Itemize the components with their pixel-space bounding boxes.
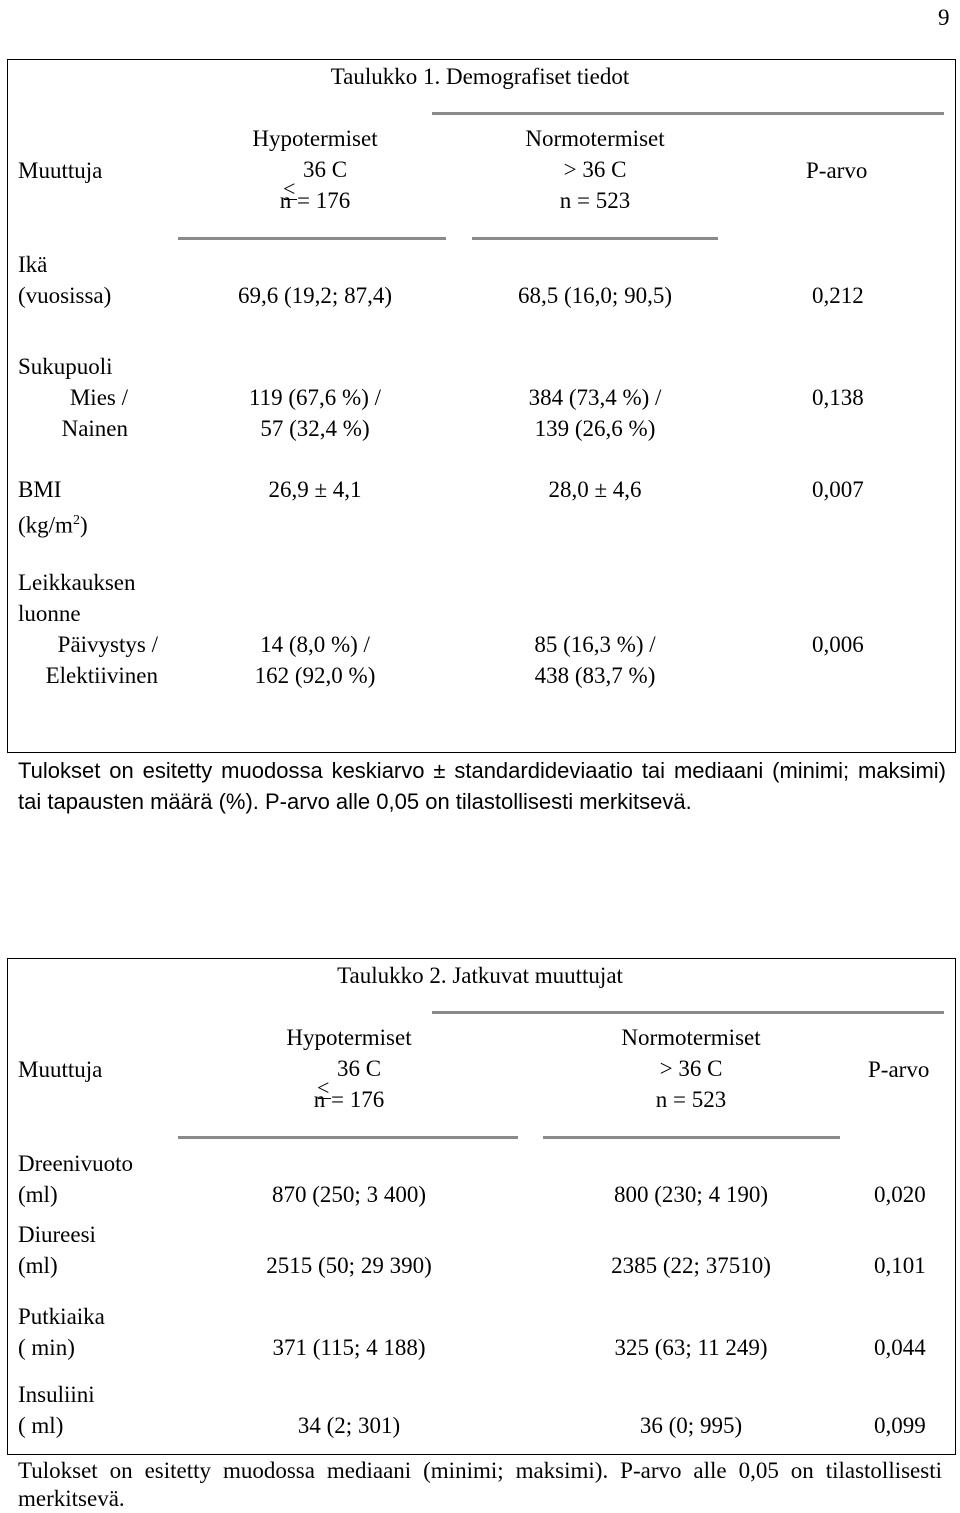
table2-row-tube-group2: 325 (63; 11 249) — [614, 1335, 768, 1360]
row-label-line: Nainen — [61, 416, 128, 441]
table2-row-tube-p: 0,044 — [874, 1335, 926, 1360]
table1-header-group1 — [190, 123, 440, 216]
row-label-line — [18, 505, 88, 541]
unit-base: (kg/m — [18, 512, 73, 538]
cell-line: 57 (32,4 %) — [260, 416, 370, 441]
table1-header-group2 — [470, 123, 720, 216]
table1-group1-temp-line — [190, 154, 440, 185]
table2-group2-rule — [543, 1136, 840, 1139]
row-label-line: Leikkauksen — [18, 570, 136, 595]
unit-superscript: 2 — [72, 513, 80, 528]
table2-group2-temp: > 36 C — [659, 1056, 723, 1081]
table2-row-diuresis-group1: 2515 (50; 29 390) — [266, 1253, 432, 1278]
table1-header-p: P-arvo — [806, 158, 868, 183]
row-label-line: luonne — [18, 601, 81, 626]
table2-title: Taulukko 2. Jatkuvat muuttujat — [337, 963, 623, 988]
table1-group1-rule — [178, 237, 446, 240]
table1-row-age-group1: 69,6 (19,2; 87,4) — [238, 283, 392, 308]
row-label-line: Mies / — [69, 385, 128, 410]
table1-header-variable: Muuttuja — [18, 158, 103, 183]
table1-group1-n: n = 176 — [279, 188, 351, 213]
table1-row-sex-label: Sukupuoli — [18, 354, 113, 379]
table1-row-age-p: 0,212 — [812, 283, 864, 308]
table1-row-surgery-sublabels — [18, 629, 158, 691]
table2-group1-n: n = 176 — [313, 1087, 385, 1112]
table1-row-bmi-group2: 28,0 ± 4,6 — [548, 477, 642, 502]
row-label-line: Insuliini — [18, 1382, 95, 1407]
table1-row-bmi-label — [18, 474, 88, 541]
table2-row-drain-p: 0,020 — [874, 1182, 926, 1207]
cell-line: 14 (8,0 %) / — [260, 632, 370, 657]
row-label-line: ( ml) — [18, 1413, 64, 1438]
row-label-line: (ml) — [18, 1253, 58, 1278]
table1-row-sex-group2 — [470, 382, 720, 444]
table2-header-group1 — [224, 1022, 474, 1115]
cell-line: 162 (92,0 %) — [254, 663, 376, 688]
cell-line: 85 (16,3 %) / — [534, 632, 656, 657]
cell-line: 139 (26,6 %) — [534, 416, 656, 441]
row-label-line: Päivystys / — [57, 632, 158, 657]
table1-group2-temp: > 36 C — [563, 157, 627, 182]
table1-row-sex-sublabels — [18, 382, 128, 444]
table1-row-surgery-label — [18, 567, 136, 629]
table2-header-group2 — [566, 1022, 816, 1115]
table2-group2-n: n = 523 — [655, 1087, 727, 1112]
table2-row-tube-group1: 371 (115; 4 188) — [272, 1335, 426, 1360]
table2-header-variable: Muuttuja — [18, 1057, 103, 1082]
table1-row-sex-group1 — [190, 382, 440, 444]
table2-footnote: Tulokset on esitetty muodossa mediaani (minimi; maksimi). P-arvo alle 0,05 on tilastollisesti merkitsevä. — [18, 1458, 942, 1511]
table2-group1-temp: 36 C — [336, 1056, 382, 1081]
table1-row-bmi-p: 0,007 — [812, 477, 864, 502]
row-label-line: BMI — [18, 477, 62, 502]
table2-header-p: P-arvo — [868, 1057, 930, 1082]
page-number: 9 — [938, 5, 950, 30]
table2-group1-name: Hypotermiset — [286, 1025, 412, 1050]
table1-row-surgery-group1 — [190, 629, 440, 691]
table2-row-tube-label — [18, 1301, 105, 1363]
table1-group2-n: n = 523 — [559, 188, 631, 213]
cell-line: 384 (73,4 %) / — [528, 385, 662, 410]
table2-group2-name: Normotermiset — [621, 1025, 761, 1050]
row-label-line: Diureesi — [18, 1222, 96, 1247]
row-label-line: Dreenivuoto — [18, 1151, 133, 1176]
table2-row-diuresis-group2: 2385 (22; 37510) — [611, 1253, 771, 1278]
table2-row-diuresis-p: 0,101 — [874, 1253, 926, 1278]
table1-group2-name: Normotermiset — [525, 126, 665, 151]
table1-title: Taulukko 1. Demografiset tiedot — [330, 64, 630, 89]
cell-line: 119 (67,6 %) / — [248, 385, 381, 410]
row-label-line: Elektiivinen — [45, 663, 158, 688]
table1-group2-rule — [472, 237, 718, 240]
table1-group1-name: Hypotermiset — [252, 126, 378, 151]
table1-row-surgery-p: 0,006 — [812, 632, 864, 657]
table1-row-age-group2: 68,5 (16,0; 90,5) — [518, 283, 672, 308]
table2-row-drain-group1: 870 (250; 3 400) — [272, 1182, 426, 1207]
table2-row-drain-label — [18, 1148, 133, 1210]
table2-row-insulin-p: 0,099 — [874, 1413, 926, 1438]
table1-row-sex-p: 0,138 — [812, 385, 864, 410]
table2-group1-rule — [178, 1136, 518, 1139]
table2-row-insulin-label — [18, 1379, 95, 1441]
table2-group1-temp-line — [224, 1053, 474, 1084]
table1-row-bmi-group1: 26,9 ± 4,1 — [268, 477, 362, 502]
table1-row-age-label — [18, 249, 111, 311]
row-label-line: (ml) — [18, 1182, 58, 1207]
table2-row-drain-group2: 800 (230; 4 190) — [614, 1182, 768, 1207]
unit-close: ) — [79, 512, 88, 538]
row-label-line: Ikä — [18, 252, 48, 277]
table1-row-surgery-group2 — [470, 629, 720, 691]
table1-footnote: Tulokset on esitetty muodossa keskiarvo ± standardideviaatio tai mediaani (minimi; maksimi) tai tapausten määrä (%). P-arvo alle 0,05 on tilastollisesti merkitsevä. — [18, 758, 946, 814]
row-label-line: Putkiaika — [18, 1304, 105, 1329]
table2-row-diuresis-label — [18, 1219, 96, 1281]
table1-top-rule — [432, 112, 944, 115]
table2-top-rule — [432, 1011, 944, 1014]
table2-row-insulin-group2: 36 (0; 995) — [639, 1413, 743, 1438]
table1-group1-temp: 36 C — [302, 157, 348, 182]
row-label-line: (vuosissa) — [18, 283, 112, 308]
table2-row-insulin-group1: 34 (2; 301) — [297, 1413, 401, 1438]
cell-line: 438 (83,7 %) — [534, 663, 656, 688]
row-label-line: ( min) — [18, 1335, 75, 1360]
